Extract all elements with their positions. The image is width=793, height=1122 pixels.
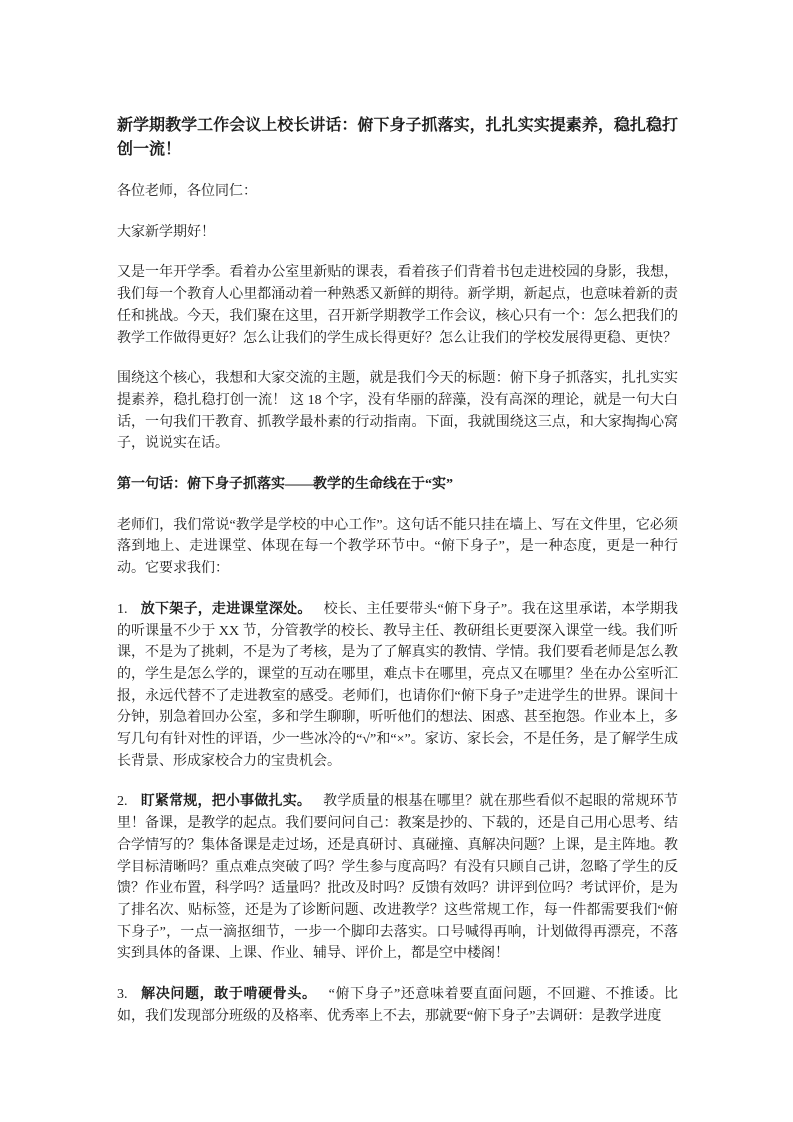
document-title: 新学期教学工作会议上校长讲话：俯下身子抓落实，扎扎实实提素养，稳扎稳打创一流！ xyxy=(117,117,678,158)
item-1-lead: 放下架子，走进课堂深处。 xyxy=(140,601,312,617)
salutation: 各位老师，各位同仁： xyxy=(117,184,257,199)
item-3-text: “俯下身子”还意味着要直面问题，不回避、不推诿。比如，我们发现部分班级的及格率、优秀率上不去，那就要“俯下身子”去调研：是教学进度 xyxy=(117,987,678,1024)
document-content xyxy=(117,114,678,1028)
paragraph-theme: 围绕这个核心，我想和大家交流的主题，就是我们今天的标题：俯下身子抓落实，扎扎实实提素养，稳扎稳打创一流！ 这 18 个字，没有华丽的辞藻，没有高深的理论，就是一句大白话，一句我们干教育、抓教学最朴素的行动指南。下面，我就围绕这三点，和大家掏掏心窝子，说说实在话。 xyxy=(117,371,678,452)
numbered-item-1 xyxy=(117,599,678,773)
section-1-heading: 第一句话：俯下身子抓落实——教学的生命线在于“实” xyxy=(117,477,453,493)
item-2-lead: 盯紧常规，把小事做扎实。 xyxy=(140,794,312,810)
greeting: 大家新学期好！ xyxy=(117,224,215,240)
item-2-number: 2. xyxy=(117,794,128,810)
item-3-number: 3. xyxy=(117,987,128,1003)
item-1-number: 1. xyxy=(117,601,128,617)
paragraph-opening: 又是一年开学季。看着办公室里新贴的课表，看着孩子们背着书包走进校园的身影，我想，我们每一个教育人心里都涌动着一种熟悉又新鲜的期待。新学期，新起点，也意味着新的责任和挑战。今天，我们聚在这里，召开新学期教学工作会议，核心只有一个：怎么把我们的教学工作做得更好？怎么让我们的学生成长得更好？怎么让我们的学校发展得更稳、更快？ xyxy=(117,265,678,346)
numbered-item-3 xyxy=(117,984,678,1027)
item-1-text: 校长、主任要带头“俯下身子”。我在这里承诺，本学期我的听课量不少于 XX 节，分管教学的校长、教导主任、教研组长更要深入课堂一线。我们听课，不是为了挑刺，不是为了考核，是为了了解真实的教情、学情。我们要看老师是怎么教的，学生是怎么学的，课堂的互动在哪里，难点卡在哪里，亮点又在哪里？坐在办公室听汇报，永远代替不了走进教室的感受。老师们，也请你们“俯下身子”走进学生的世界。课间十分钟，别急着回办公室，多和学生聊聊，听听他们的想法、困惑、甚至抱怨。作业本上，多写几句有针对性的评语，少一些冰冷的“√”和“×”。家访、家长会，不是任务，是了解学生成长背景、形成家校合力的宝贵机会。 xyxy=(117,601,678,769)
numbered-item-2 xyxy=(117,791,678,965)
paragraph-section-intro: 老师们，我们常说“教学是学校的中心工作”。这句话不能只挂在墙上、写在文件里，它必须落到地上、走进课堂、体现在每一个教学环节中。“俯下身子”，是一种态度，更是一种行动。它要求我们： xyxy=(117,517,678,577)
item-3-lead: 解决问题，敢于啃硬骨头。 xyxy=(140,987,317,1003)
item-2-text: 教学质量的根基在哪里？就在那些看似不起眼的常规环节里！备课，是教学的起点。我们要问问自己：教案是抄的、下载的，还是自己用心思考、结合学情写的？集体备课是走过场，还是真研讨、真碰撞、真解决问题？上课，是主阵地。教学目标清晰吗？重点难点突破了吗？学生参与度高吗？有没有只顾自己讲，忽略了学生的反馈？作业布置，科学吗？适量吗？批改及时吗？反馈有效吗？讲评到位吗？考试评价，是为了排名次、贴标签，还是为了诊断问题、改进教学？这些常规工作，每一件都需要我们“俯下身子”，一点一滴抠细节，一步一个脚印去落实。口号喊得再响，计划做得再漂亮，不落实到具体的备课、上课、作业、辅导、评价上，都是空中楼阁！ xyxy=(117,794,679,962)
